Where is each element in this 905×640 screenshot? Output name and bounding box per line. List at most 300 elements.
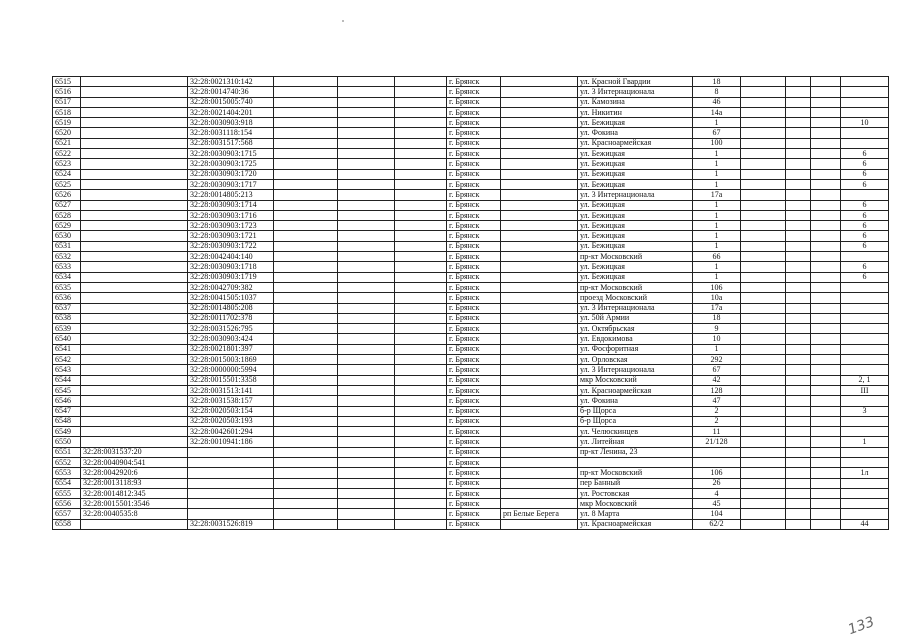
extra-cell	[841, 293, 889, 303]
street-cell: пр-кт Ленина, 23	[578, 447, 693, 457]
row-id-cell: 6551	[53, 447, 81, 457]
table-row	[53, 231, 889, 241]
extra-cell	[841, 334, 889, 344]
house-cell: 10	[693, 334, 741, 344]
empty-cell-5	[786, 468, 811, 478]
locality-cell	[501, 241, 578, 251]
extra-cell	[841, 396, 889, 406]
house-cell: 104	[693, 509, 741, 519]
empty-cell-4	[741, 365, 786, 375]
city-cell: г. Брянск	[447, 396, 501, 406]
empty-cell-3	[395, 365, 447, 375]
empty-cell-2	[338, 406, 395, 416]
street-cell: ул. 8 Марта	[578, 509, 693, 519]
empty-cell-5	[786, 169, 811, 179]
empty-cell-3	[395, 210, 447, 220]
extra-cell: 6	[841, 159, 889, 169]
row-id-cell: 6518	[53, 107, 81, 117]
empty-cell-4	[741, 478, 786, 488]
locality-cell	[501, 375, 578, 385]
empty-cell-6	[811, 447, 841, 457]
cadastral-b-cell: 32:28:0041505:1037	[188, 293, 274, 303]
empty-cell-6	[811, 231, 841, 241]
empty-cell-6	[811, 221, 841, 231]
table-row	[53, 447, 889, 457]
empty-cell-1	[274, 107, 338, 117]
extra-cell	[841, 128, 889, 138]
empty-cell-1	[274, 293, 338, 303]
scan-speck	[342, 20, 344, 22]
empty-cell-5	[786, 107, 811, 117]
empty-cell-6	[811, 313, 841, 323]
street-cell: ул. Бежицкая	[578, 221, 693, 231]
locality-cell	[501, 324, 578, 334]
extra-cell	[841, 416, 889, 426]
empty-cell-1	[274, 488, 338, 498]
street-cell: ул. Бежицкая	[578, 241, 693, 251]
empty-cell-5	[786, 149, 811, 159]
locality-cell	[501, 447, 578, 457]
cadastral-b-cell: 32:28:0014740:36	[188, 87, 274, 97]
cadastral-b-cell: 32:28:0030903:1715	[188, 149, 274, 159]
empty-cell-3	[395, 262, 447, 272]
table-row	[53, 262, 889, 272]
empty-cell-6	[811, 406, 841, 416]
cadastral-a-cell: 32:28:0040904:541	[81, 457, 188, 467]
cadastral-b-cell	[188, 509, 274, 519]
row-id-cell: 6521	[53, 138, 81, 148]
empty-cell-3	[395, 77, 447, 87]
row-id-cell: 6558	[53, 519, 81, 529]
house-cell: 67	[693, 128, 741, 138]
locality-cell	[501, 344, 578, 354]
empty-cell-1	[274, 241, 338, 251]
empty-cell-3	[395, 179, 447, 189]
locality-cell	[501, 499, 578, 509]
extra-cell: 6	[841, 272, 889, 282]
city-cell: г. Брянск	[447, 293, 501, 303]
city-cell: г. Брянск	[447, 190, 501, 200]
extra-cell: 1	[841, 437, 889, 447]
empty-cell-2	[338, 375, 395, 385]
extra-cell	[841, 77, 889, 87]
empty-cell-4	[741, 488, 786, 498]
locality-cell	[501, 179, 578, 189]
empty-cell-1	[274, 200, 338, 210]
empty-cell-6	[811, 252, 841, 262]
row-id-cell: 6545	[53, 385, 81, 395]
street-cell: ул. Бежицкая	[578, 118, 693, 128]
empty-cell-6	[811, 437, 841, 447]
empty-cell-4	[741, 87, 786, 97]
street-cell: ул. Литейная	[578, 437, 693, 447]
row-id-cell: 6544	[53, 375, 81, 385]
empty-cell-2	[338, 231, 395, 241]
table-row	[53, 509, 889, 519]
empty-cell-3	[395, 447, 447, 457]
table-row	[53, 375, 889, 385]
empty-cell-4	[741, 200, 786, 210]
empty-cell-4	[741, 519, 786, 529]
street-cell: ул. Бежицкая	[578, 159, 693, 169]
city-cell: г. Брянск	[447, 149, 501, 159]
empty-cell-2	[338, 169, 395, 179]
empty-cell-6	[811, 303, 841, 313]
empty-cell-1	[274, 457, 338, 467]
locality-cell	[501, 252, 578, 262]
empty-cell-3	[395, 396, 447, 406]
cadastral-a-cell: 32:28:0042920:6	[81, 468, 188, 478]
locality-cell	[501, 77, 578, 87]
empty-cell-4	[741, 406, 786, 416]
empty-cell-5	[786, 355, 811, 365]
house-cell: 18	[693, 313, 741, 323]
empty-cell-3	[395, 303, 447, 313]
empty-cell-5	[786, 478, 811, 488]
empty-cell-4	[741, 282, 786, 292]
empty-cell-1	[274, 303, 338, 313]
cadastral-a-cell	[81, 159, 188, 169]
empty-cell-3	[395, 149, 447, 159]
empty-cell-5	[786, 437, 811, 447]
cadastral-a-cell	[81, 324, 188, 334]
empty-cell-2	[338, 138, 395, 148]
empty-cell-4	[741, 107, 786, 117]
row-id-cell: 6534	[53, 272, 81, 282]
empty-cell-5	[786, 334, 811, 344]
cadastral-b-cell: 32:28:0030903:1722	[188, 241, 274, 251]
locality-cell	[501, 355, 578, 365]
city-cell: г. Брянск	[447, 252, 501, 262]
house-cell: 1	[693, 200, 741, 210]
city-cell: г. Брянск	[447, 179, 501, 189]
street-cell: ул. Октябрьская	[578, 324, 693, 334]
empty-cell-4	[741, 334, 786, 344]
empty-cell-3	[395, 427, 447, 437]
empty-cell-6	[811, 478, 841, 488]
city-cell: г. Брянск	[447, 365, 501, 375]
city-cell: г. Брянск	[447, 282, 501, 292]
table-row	[53, 499, 889, 509]
city-cell: г. Брянск	[447, 313, 501, 323]
empty-cell-4	[741, 324, 786, 334]
locality-cell	[501, 138, 578, 148]
street-cell: ул. Красноармейская	[578, 138, 693, 148]
house-cell: 42	[693, 375, 741, 385]
city-cell: г. Брянск	[447, 509, 501, 519]
cadastral-b-cell: 32:28:0031517:568	[188, 138, 274, 148]
extra-cell: 6	[841, 200, 889, 210]
cadastral-b-cell: 32:28:0042709:382	[188, 282, 274, 292]
row-id-cell: 6557	[53, 509, 81, 519]
empty-cell-5	[786, 406, 811, 416]
locality-cell	[501, 107, 578, 117]
extra-cell	[841, 478, 889, 488]
empty-cell-5	[786, 447, 811, 457]
empty-cell-6	[811, 365, 841, 375]
empty-cell-5	[786, 179, 811, 189]
cadastral-b-cell: 32:28:0031526:819	[188, 519, 274, 529]
row-id-cell: 6537	[53, 303, 81, 313]
cadastral-a-cell	[81, 118, 188, 128]
extra-cell	[841, 488, 889, 498]
house-cell: 1	[693, 210, 741, 220]
empty-cell-4	[741, 303, 786, 313]
empty-cell-2	[338, 324, 395, 334]
city-cell: г. Брянск	[447, 303, 501, 313]
cadastral-b-cell: 32:28:0030903:1719	[188, 272, 274, 282]
empty-cell-2	[338, 457, 395, 467]
extra-cell	[841, 303, 889, 313]
empty-cell-2	[338, 303, 395, 313]
empty-cell-2	[338, 252, 395, 262]
table-row	[53, 468, 889, 478]
empty-cell-2	[338, 344, 395, 354]
street-cell: мкр Московский	[578, 375, 693, 385]
house-cell: 47	[693, 396, 741, 406]
row-id-cell: 6522	[53, 149, 81, 159]
cadastral-b-cell: 32:28:0020503:154	[188, 406, 274, 416]
cadastral-a-cell	[81, 149, 188, 159]
empty-cell-4	[741, 97, 786, 107]
empty-cell-2	[338, 385, 395, 395]
cadastral-a-cell	[81, 396, 188, 406]
city-cell: г. Брянск	[447, 169, 501, 179]
city-cell: г. Брянск	[447, 406, 501, 416]
street-cell: ул. Красноармейская	[578, 385, 693, 395]
city-cell: г. Брянск	[447, 221, 501, 231]
cadastral-a-cell: 32:28:0040535:8	[81, 509, 188, 519]
row-id-cell: 6523	[53, 159, 81, 169]
empty-cell-6	[811, 488, 841, 498]
street-cell: ул. Бежицкая	[578, 200, 693, 210]
table-row	[53, 427, 889, 437]
locality-cell	[501, 272, 578, 282]
empty-cell-2	[338, 313, 395, 323]
city-cell: г. Брянск	[447, 87, 501, 97]
empty-cell-2	[338, 149, 395, 159]
empty-cell-1	[274, 385, 338, 395]
table-row	[53, 107, 889, 117]
empty-cell-1	[274, 97, 338, 107]
locality-cell	[501, 97, 578, 107]
row-id-cell: 6515	[53, 77, 81, 87]
empty-cell-1	[274, 128, 338, 138]
row-id-cell: 6530	[53, 231, 81, 241]
table-row	[53, 97, 889, 107]
empty-cell-2	[338, 190, 395, 200]
empty-cell-5	[786, 241, 811, 251]
empty-cell-4	[741, 252, 786, 262]
house-cell: 1	[693, 272, 741, 282]
empty-cell-6	[811, 457, 841, 467]
empty-cell-1	[274, 324, 338, 334]
house-cell: 21/128	[693, 437, 741, 447]
street-cell: ул. Бежицкая	[578, 149, 693, 159]
table-row	[53, 324, 889, 334]
extra-cell	[841, 138, 889, 148]
empty-cell-4	[741, 355, 786, 365]
extra-cell	[841, 355, 889, 365]
house-cell: 8	[693, 87, 741, 97]
house-cell: 10а	[693, 293, 741, 303]
house-cell: 62/2	[693, 519, 741, 529]
empty-cell-4	[741, 447, 786, 457]
cadastral-a-cell	[81, 272, 188, 282]
empty-cell-1	[274, 282, 338, 292]
house-cell: 14а	[693, 107, 741, 117]
street-cell: ул. Ростовская	[578, 488, 693, 498]
row-id-cell: 6532	[53, 252, 81, 262]
empty-cell-5	[786, 282, 811, 292]
house-cell: 100	[693, 138, 741, 148]
cadastral-a-cell: 32:28:0015501:3546	[81, 499, 188, 509]
page-number-handwritten: 133	[846, 613, 877, 639]
street-cell: ул. 50й Армии	[578, 313, 693, 323]
empty-cell-5	[786, 488, 811, 498]
locality-cell	[501, 231, 578, 241]
street-cell: проезд Московский	[578, 293, 693, 303]
table-row	[53, 159, 889, 169]
row-id-cell: 6525	[53, 179, 81, 189]
empty-cell-1	[274, 447, 338, 457]
empty-cell-2	[338, 334, 395, 344]
cadastral-b-cell: 32:28:0015003:1869	[188, 355, 274, 365]
cadastral-b-cell: 32:28:0042601:294	[188, 427, 274, 437]
cadastral-b-cell: 32:28:0031513:141	[188, 385, 274, 395]
house-cell: 18	[693, 77, 741, 87]
table-row	[53, 293, 889, 303]
cadastral-b-cell	[188, 478, 274, 488]
cadastral-b-cell: 32:28:0042404:140	[188, 252, 274, 262]
extra-cell: 6	[841, 221, 889, 231]
locality-cell	[501, 385, 578, 395]
empty-cell-1	[274, 77, 338, 87]
extra-cell	[841, 509, 889, 519]
empty-cell-4	[741, 344, 786, 354]
empty-cell-2	[338, 427, 395, 437]
house-cell: 106	[693, 468, 741, 478]
street-cell: ул. Бежицкая	[578, 231, 693, 241]
cadastral-b-cell: 32:28:0015005:740	[188, 97, 274, 107]
empty-cell-6	[811, 210, 841, 220]
empty-cell-5	[786, 97, 811, 107]
empty-cell-5	[786, 231, 811, 241]
street-cell: ул. Фосфоритная	[578, 344, 693, 354]
cadastral-b-cell: 32:28:0014805:208	[188, 303, 274, 313]
empty-cell-4	[741, 427, 786, 437]
empty-cell-5	[786, 427, 811, 437]
cadastral-a-cell	[81, 519, 188, 529]
cadastral-b-cell: 32:28:0031118:154	[188, 128, 274, 138]
extra-cell	[841, 313, 889, 323]
row-id-cell: 6541	[53, 344, 81, 354]
locality-cell	[501, 200, 578, 210]
extra-cell	[841, 365, 889, 375]
house-cell: 45	[693, 499, 741, 509]
empty-cell-1	[274, 519, 338, 529]
empty-cell-4	[741, 149, 786, 159]
empty-cell-5	[786, 77, 811, 87]
empty-cell-1	[274, 313, 338, 323]
locality-cell	[501, 365, 578, 375]
empty-cell-3	[395, 107, 447, 117]
city-cell: г. Брянск	[447, 128, 501, 138]
empty-cell-5	[786, 499, 811, 509]
empty-cell-3	[395, 478, 447, 488]
locality-cell	[501, 293, 578, 303]
empty-cell-3	[395, 159, 447, 169]
cadastral-a-cell	[81, 355, 188, 365]
table-row	[53, 138, 889, 148]
empty-cell-6	[811, 385, 841, 395]
row-id-cell: 6539	[53, 324, 81, 334]
empty-cell-1	[274, 427, 338, 437]
empty-cell-3	[395, 499, 447, 509]
table-row	[53, 221, 889, 231]
city-cell: г. Брянск	[447, 457, 501, 467]
street-cell: пр-кт Московский	[578, 282, 693, 292]
row-id-cell: 6528	[53, 210, 81, 220]
empty-cell-6	[811, 427, 841, 437]
street-cell: ул. Бежицкая	[578, 262, 693, 272]
house-cell: 67	[693, 365, 741, 375]
cadastral-b-cell: 32:28:0030903:1714	[188, 200, 274, 210]
empty-cell-2	[338, 77, 395, 87]
street-cell: ул. Красноармейская	[578, 519, 693, 529]
cadastral-a-cell	[81, 365, 188, 375]
cadastral-b-cell: 32:28:0030903:1721	[188, 231, 274, 241]
table-row	[53, 334, 889, 344]
extra-cell: 2, 1	[841, 375, 889, 385]
empty-cell-3	[395, 282, 447, 292]
extra-cell	[841, 87, 889, 97]
empty-cell-1	[274, 509, 338, 519]
city-cell: г. Брянск	[447, 231, 501, 241]
table-row	[53, 303, 889, 313]
empty-cell-4	[741, 416, 786, 426]
empty-cell-5	[786, 375, 811, 385]
locality-cell	[501, 488, 578, 498]
row-id-cell: 6548	[53, 416, 81, 426]
extra-cell: 6	[841, 210, 889, 220]
locality-cell	[501, 210, 578, 220]
locality-cell	[501, 262, 578, 272]
cadastral-b-cell: 32:28:0015501:3358	[188, 375, 274, 385]
cadastral-a-cell	[81, 87, 188, 97]
extra-cell: 3	[841, 406, 889, 416]
cadastral-b-cell	[188, 499, 274, 509]
cadastral-b-cell: 32:28:0030903:1718	[188, 262, 274, 272]
city-cell: г. Брянск	[447, 272, 501, 282]
empty-cell-6	[811, 262, 841, 272]
cadastral-a-cell	[81, 282, 188, 292]
cadastral-a-cell	[81, 416, 188, 426]
table-row	[53, 385, 889, 395]
empty-cell-5	[786, 221, 811, 231]
empty-cell-3	[395, 355, 447, 365]
locality-cell	[501, 519, 578, 529]
table-row	[53, 128, 889, 138]
cadastral-a-cell	[81, 344, 188, 354]
empty-cell-3	[395, 375, 447, 385]
table-row	[53, 179, 889, 189]
extra-cell: 1л	[841, 468, 889, 478]
house-cell: 1	[693, 179, 741, 189]
cadastral-a-cell	[81, 138, 188, 148]
street-cell: ул. Бежицкая	[578, 169, 693, 179]
empty-cell-4	[741, 179, 786, 189]
